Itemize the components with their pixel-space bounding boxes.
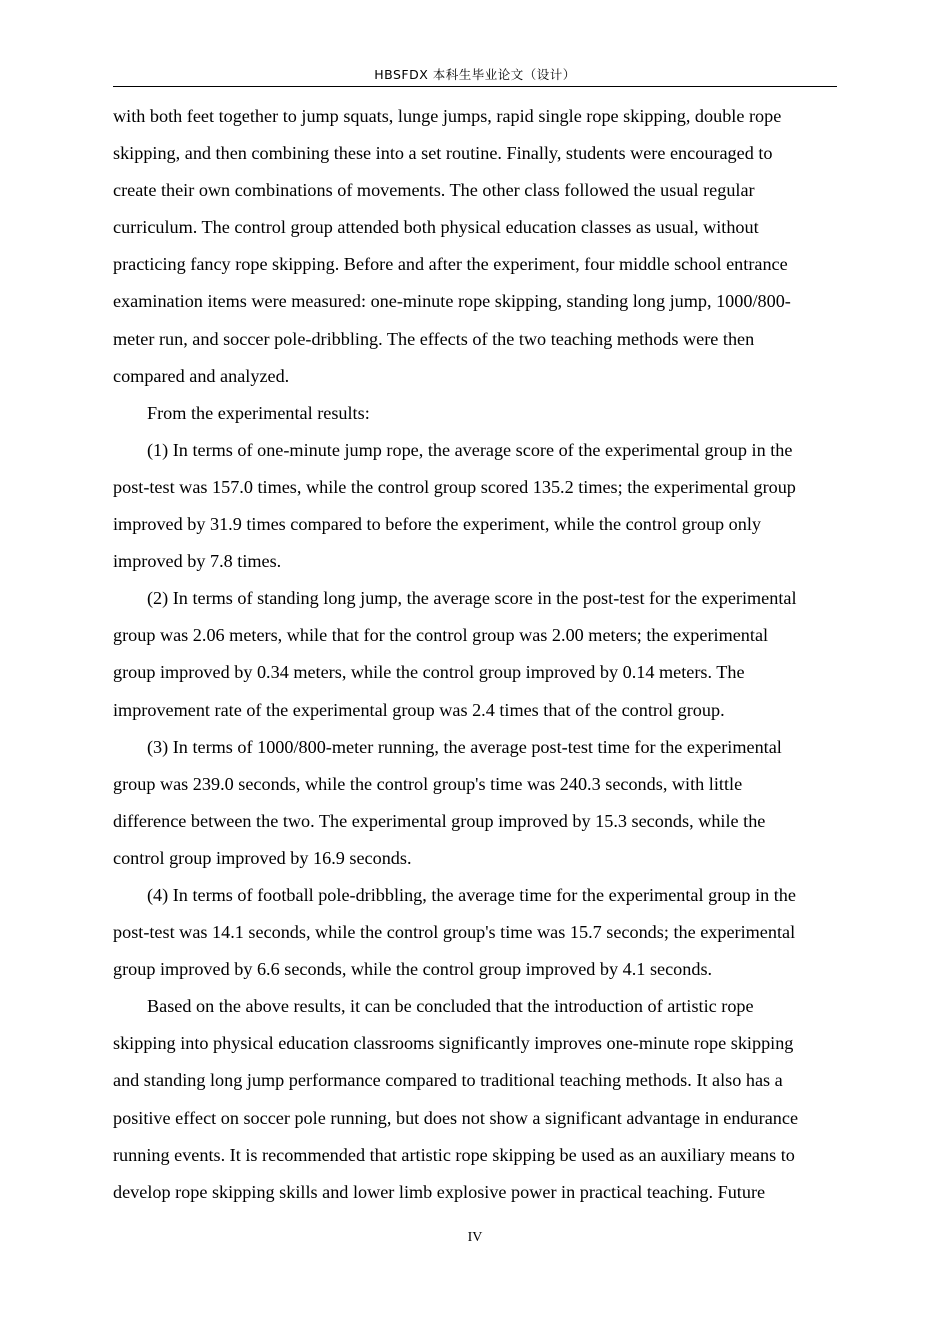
text-line: compared and analyzed. xyxy=(113,365,290,386)
text-line: and standing long jump performance compared to traditional teaching methods. It also has a xyxy=(113,1070,783,1091)
text-line: create their own combinations of movements. The other class followed the usual regular xyxy=(113,180,755,201)
text-line: group was 2.06 meters, while that for the control group was 2.00 meters; the experimental xyxy=(113,625,769,646)
text-line: control group improved by 16.9 seconds. xyxy=(113,847,412,868)
text-line: skipping, and then combining these into a set routine. Finally, students were encouraged to xyxy=(113,143,773,164)
text-line: skipping into physical education classrooms significantly improves one-minute rope skipping xyxy=(113,1033,794,1054)
text-line: improved by 7.8 times. xyxy=(113,551,282,572)
text-line: meter run, and soccer pole-dribbling. The effects of the two teaching methods were then xyxy=(113,328,755,349)
text-line: curriculum. The control group attended both physical education classes as usual, without xyxy=(113,217,759,238)
text-line: running events. It is recommended that artistic rope skipping be used as an auxiliary means to xyxy=(113,1144,795,1165)
text-line: post-test was 14.1 seconds, while the control group's time was 15.7 seconds; the experimental xyxy=(113,922,796,943)
text-line: improved by 31.9 times compared to before the experiment, while the control group only xyxy=(113,514,762,535)
paragraph-start-line: (2) In terms of standing long jump, the average score in the post-test for the experimental xyxy=(147,588,797,609)
text-line: improvement rate of the experimental group was 2.4 times that of the control group. xyxy=(113,699,725,720)
text-line: group improved by 6.6 seconds, while the control group improved by 4.1 seconds. xyxy=(113,959,713,980)
text-line: difference between the two. The experimental group improved by 15.3 seconds, while the xyxy=(113,810,766,831)
header-divider xyxy=(113,86,837,87)
paragraph-start-line: From the experimental results: xyxy=(147,402,370,423)
paragraph-start-line: (3) In terms of 1000/800-meter running, the average post-test time for the experimental xyxy=(147,736,782,757)
text-line: positive effect on soccer pole running, but does not show a significant advantage in endurance xyxy=(113,1107,799,1128)
text-line: with both feet together to jump squats, lunge jumps, rapid single rope skipping, double rope xyxy=(113,106,782,126)
text-line: practicing fancy rope skipping. Before and after the experiment, four middle school entrance xyxy=(113,254,788,275)
text-line: post-test was 157.0 times, while the control group scored 135.2 times; the experimental group xyxy=(113,476,796,497)
text-line: examination items were measured: one-minute rope skipping, standing long jump, 1000/800- xyxy=(113,291,791,312)
paragraph-start-line: (1) In terms of one-minute jump rope, the average score of the experimental group in the xyxy=(147,439,793,460)
paragraph-start-line: Based on the above results, it can be concluded that the introduction of artistic rope xyxy=(147,996,754,1017)
paragraph-start-line: (4) In terms of football pole-dribbling, the average time for the experimental group in the xyxy=(147,884,796,905)
text-line: develop rope skipping skills and lower limb explosive power in practical teaching. Future xyxy=(113,1181,766,1202)
body-text xyxy=(113,98,839,1211)
text-line: group was 239.0 seconds, while the control group's time was 240.3 seconds, with little xyxy=(113,773,743,794)
page-number: IV xyxy=(467,1230,483,1245)
running-header: HBSFDX 本科生毕业论文（设计） xyxy=(374,67,576,82)
text-line: group improved by 0.34 meters, while the control group improved by 0.14 meters. The xyxy=(113,662,745,683)
